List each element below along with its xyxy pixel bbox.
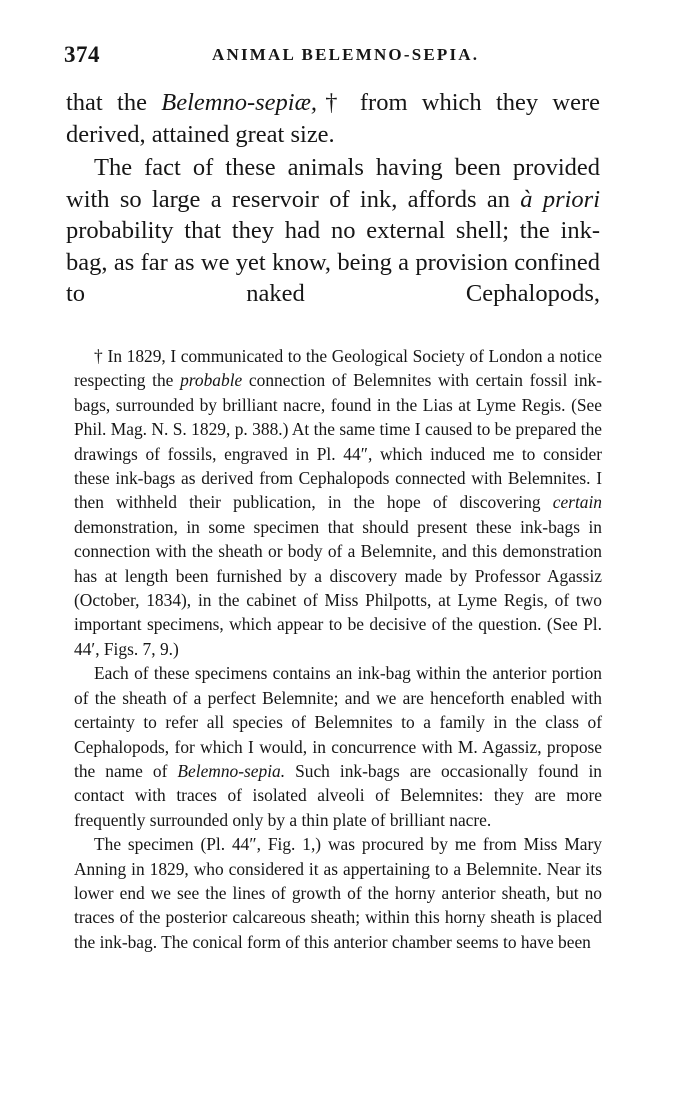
body-p1-text-a: that the (66, 89, 162, 116)
fn1-italic-2: certain (552, 492, 602, 513)
fn1-text-c: demonstration, in some specimen that should present these ink-bags in connection with the sheath or body of a Belemnite, and this demonstration has at length been furnished by a discovery made by Professor Agassiz (October, 1834), in the cabinet of Miss Philpotts, at Lyme Regis, of two important specimens, which appear to be decisive of the question. (See Pl. 44′, Figs. 7, 9.) (74, 516, 602, 659)
fn2-text-a: Each of these specimens contains an ink-bag within the anterior portion of the sheath of a perfect Belemnite; and we are henceforth enabled with certainty to refer all species of Belemnites to a family in the class of Cephalopods, for which I would, in concurrence with M. Agassiz, propose the name of (74, 663, 602, 781)
body-p2-text-a: The fact of these animals having been provided with so large a reservoir of ink, affords an (66, 154, 600, 213)
body-paragraph-1 (66, 87, 600, 150)
body-paragraph-2 (66, 152, 600, 310)
body-p1-italic: Belemno-sepiæ, (161, 89, 318, 116)
page-number: 374 (64, 42, 100, 67)
body-p2-italic: à priori (520, 185, 600, 213)
body-p2-text-b: probability that they had no external shell; the ink-bag, as far as we yet know, being a provision confined to naked Cephalopods, (66, 217, 600, 307)
fn2-italic: Belemno-sepia. (177, 760, 286, 781)
fn1-text-a: † In 1829, I communicated to the Geological Society of London a notice respecting the (74, 346, 602, 391)
main-text (66, 87, 600, 310)
footnotes (74, 344, 602, 954)
body-p1-text-b: † from which they were derived, attained great size. (66, 89, 601, 148)
footnote-paragraph-1 (74, 344, 602, 661)
page-header (64, 42, 604, 72)
footnote-paragraph-2 (74, 661, 602, 832)
footnote-paragraph-3: The specimen (Pl. 44″, Fig. 1,) was procured by me from Miss Mary Anning in 1829, who considered it as appertaining to a Belemnite. Near its lower end we see the lines of growth of the horny anterior sheath, but no traces of the posterior calcareous sheath; within this horny sheath is placed the ink-bag. The conical form of this anterior chamber seems to have been (74, 834, 602, 952)
fn2-text-b: Such ink-bags are occasionally found in contact with traces of isolated alveoli of Belemnites: they are more frequently surrounded only by a thin plate of brilliant nacre. (74, 760, 602, 830)
fn1-italic-1: probable (180, 370, 243, 391)
fn1-text-b: connection of Belemnites with certain fossil ink-bags, surrounded by brilliant nacre, found in the Lias at Lyme Regis. (See Phil. Mag. N. S. 1829, p. 388.) At the same time I caused to be prepared the drawings of fossils, engraved in Pl. 44″, which induced me to consider these ink-bags as derived from Cephalopods connected with Belemnites. I then withheld their publication, in the hope of discovering (74, 370, 602, 513)
running-head: ANIMAL BELEMNO-SEPIA. (212, 45, 480, 64)
